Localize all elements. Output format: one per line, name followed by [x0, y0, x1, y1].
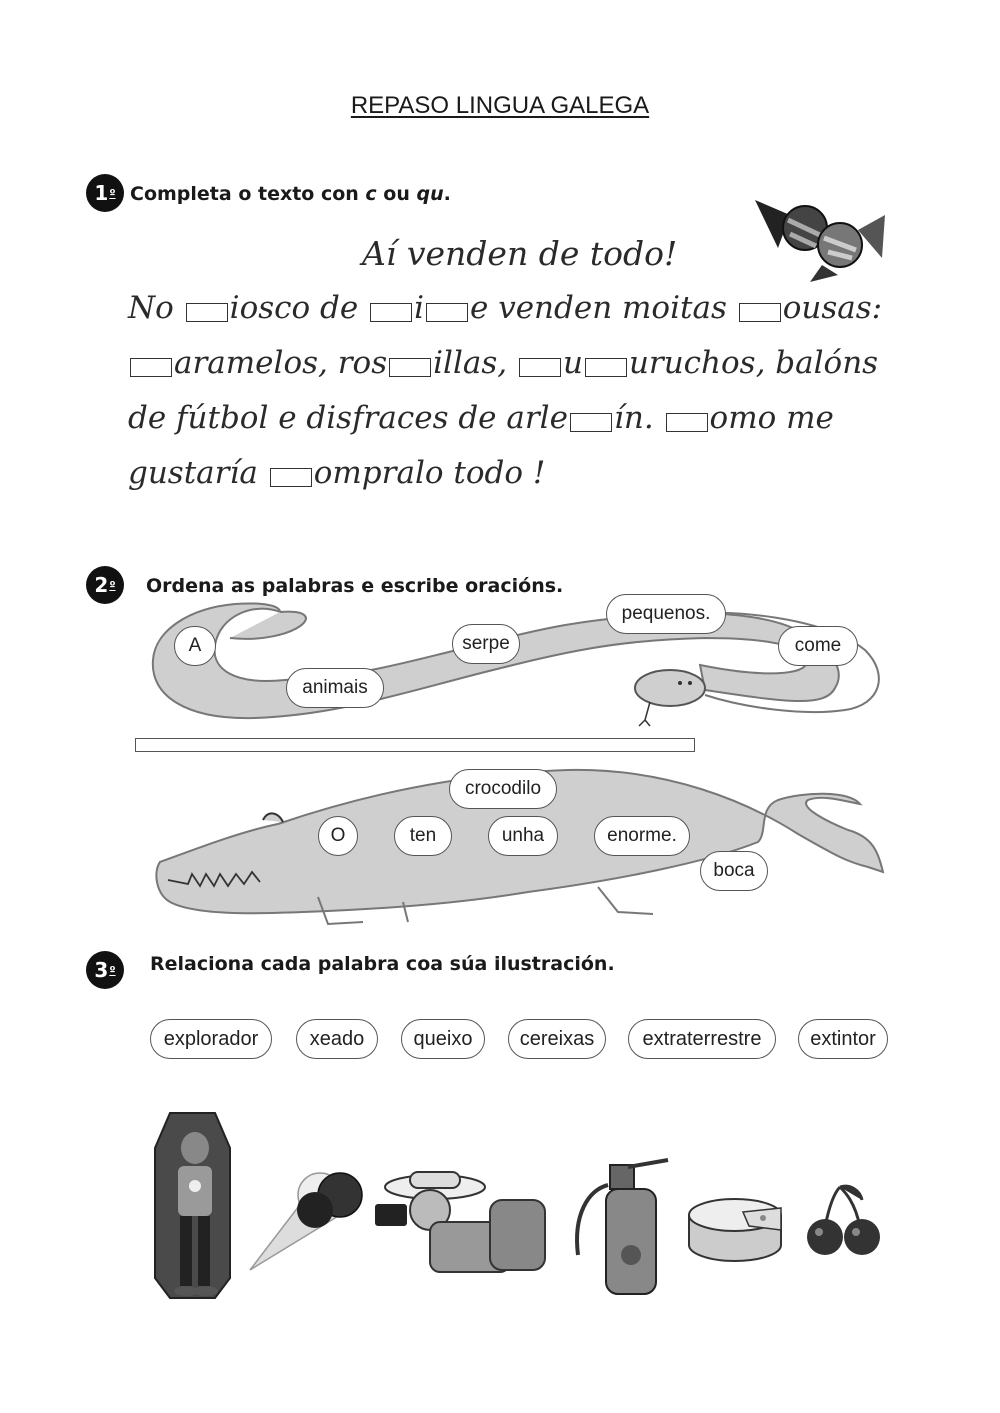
exercise-1-heading: Aí venden de todo!	[362, 234, 678, 273]
exercise-1-number	[86, 174, 124, 212]
text-fragment: de fútbol e disfraces de arle	[128, 400, 568, 436]
exercise-3-number	[86, 951, 124, 989]
crocodile-eye	[263, 813, 283, 822]
croc-word-ten[interactable]: ten	[394, 816, 452, 856]
snake-illustration	[145, 590, 890, 730]
word-queixo[interactable]: queixo	[401, 1019, 485, 1059]
extinguisher-hose	[577, 1185, 608, 1255]
snake-word-A[interactable]: A	[174, 626, 216, 666]
text-fragment: No	[128, 290, 184, 326]
croc-word-unha[interactable]: unha	[488, 816, 558, 856]
explorer-backpack	[490, 1200, 545, 1270]
text-fragment: uruchos, balóns	[628, 345, 879, 381]
gap-input-2[interactable]	[370, 303, 412, 322]
instruction-text: ou	[376, 183, 417, 205]
cherry-shine	[815, 1228, 823, 1236]
text-fragment: iosco de	[229, 290, 369, 326]
ordinal-mark: º	[109, 186, 116, 200]
instruction-qu: qu	[416, 183, 444, 205]
gap-input-9[interactable]	[570, 413, 612, 432]
text-fragment: omo me	[709, 400, 834, 436]
candy-wrapper-right	[858, 215, 885, 258]
cheese-hole	[760, 1215, 766, 1221]
cherries-illustration[interactable]	[800, 1182, 890, 1262]
text-line-2	[128, 345, 878, 381]
explorer-camera	[375, 1204, 407, 1226]
gap-input-8[interactable]	[585, 358, 627, 377]
alien-shoe	[194, 1286, 218, 1296]
alien-head	[181, 1132, 209, 1164]
ordinal-mark: º	[109, 578, 116, 592]
snake-head	[635, 670, 705, 706]
gap-input-11[interactable]	[270, 468, 312, 487]
text-fragment: e venden moitas	[470, 290, 737, 326]
alien-emblem	[189, 1180, 201, 1192]
answer-line-1[interactable]	[135, 738, 695, 752]
alien-leg	[180, 1216, 192, 1286]
gap-input-7[interactable]	[519, 358, 561, 377]
snake-word-serpe[interactable]: serpe	[452, 624, 520, 664]
gap-input-3[interactable]	[426, 303, 468, 322]
exercise-2-instruction: Ordena as palabras e escribe oracións.	[146, 575, 564, 597]
gap-input-10[interactable]	[666, 413, 708, 432]
croc-word-O[interactable]: O	[318, 816, 358, 856]
gap-input-5[interactable]	[130, 358, 172, 377]
text-fragment: gustaría	[128, 455, 268, 491]
snake-word-come[interactable]: come	[778, 626, 858, 666]
croc-word-crocodilo[interactable]: crocodilo	[449, 769, 557, 809]
snake-eye	[688, 681, 692, 685]
exercise-2-number	[86, 566, 124, 604]
cherry-leaf	[840, 1186, 862, 1200]
text-fragment: i	[414, 290, 424, 326]
snake-tongue	[639, 702, 650, 726]
croc-word-boca[interactable]: boca	[700, 851, 768, 891]
word-extraterrestre[interactable]: extraterrestre	[628, 1019, 776, 1059]
gap-input-4[interactable]	[739, 303, 781, 322]
text-fragment: illas,	[433, 345, 517, 381]
snake-eye	[678, 681, 682, 685]
extinguisher-tank	[606, 1189, 656, 1294]
text-line-4	[128, 455, 545, 491]
page-title	[0, 92, 1000, 120]
alien-leg	[198, 1216, 210, 1286]
page-title-text: REPASO LINGUA GALEGA	[350, 92, 650, 119]
instruction-text: Completa o texto con	[130, 183, 366, 205]
text-fragment: ousas:	[782, 290, 883, 326]
instruction-c: c	[365, 183, 377, 205]
word-cereixas[interactable]: cereixas	[508, 1019, 606, 1059]
text-fragment: ompralo todo !	[313, 455, 546, 491]
extinguisher-handle	[628, 1160, 668, 1167]
snake-word-animais[interactable]: animais	[286, 668, 384, 708]
candy-wrapper-bottom	[810, 265, 838, 282]
ordinal-mark: º	[109, 963, 116, 977]
word-explorador[interactable]: explorador	[150, 1019, 272, 1059]
fire-extinguisher-illustration[interactable]	[568, 1155, 678, 1300]
ice-cream-illustration[interactable]	[245, 1165, 365, 1275]
candy-icon	[750, 190, 890, 285]
cherry-right	[844, 1219, 880, 1255]
text-fragment: u	[562, 345, 583, 381]
explorer-illustration[interactable]	[370, 1162, 560, 1287]
exercise-1-number-text: 1	[94, 181, 109, 205]
text-line-1	[128, 290, 882, 326]
gap-input-6[interactable]	[389, 358, 431, 377]
cherry-left	[807, 1219, 843, 1255]
snake-tail-curl	[230, 612, 306, 639]
word-xeado[interactable]: xeado	[296, 1019, 378, 1059]
gap-input-1[interactable]	[186, 303, 228, 322]
explorer-hat-top	[410, 1172, 460, 1188]
text-fragment: ín.	[613, 400, 664, 436]
cherry-shine	[852, 1228, 860, 1236]
croc-word-enorme[interactable]: enorme.	[594, 816, 690, 856]
text-line-3	[128, 400, 834, 436]
exercise-3-number-text: 3	[94, 958, 109, 982]
cheese-illustration[interactable]	[685, 1190, 785, 1265]
exercise-1-instruction	[130, 183, 451, 205]
exercise-2-number-text: 2	[94, 573, 109, 597]
ice-cream-scoop-dark	[297, 1192, 333, 1228]
exercise-3-instruction: Relaciona cada palabra coa súa ilustración.	[150, 953, 615, 975]
instruction-text: .	[443, 183, 451, 205]
snake-word-pequenos[interactable]: pequenos.	[606, 594, 726, 634]
alien-illustration[interactable]	[150, 1108, 240, 1303]
text-fragment: aramelos, ros	[174, 345, 388, 381]
word-extintor[interactable]: extintor	[798, 1019, 888, 1059]
extinguisher-label	[621, 1245, 641, 1265]
